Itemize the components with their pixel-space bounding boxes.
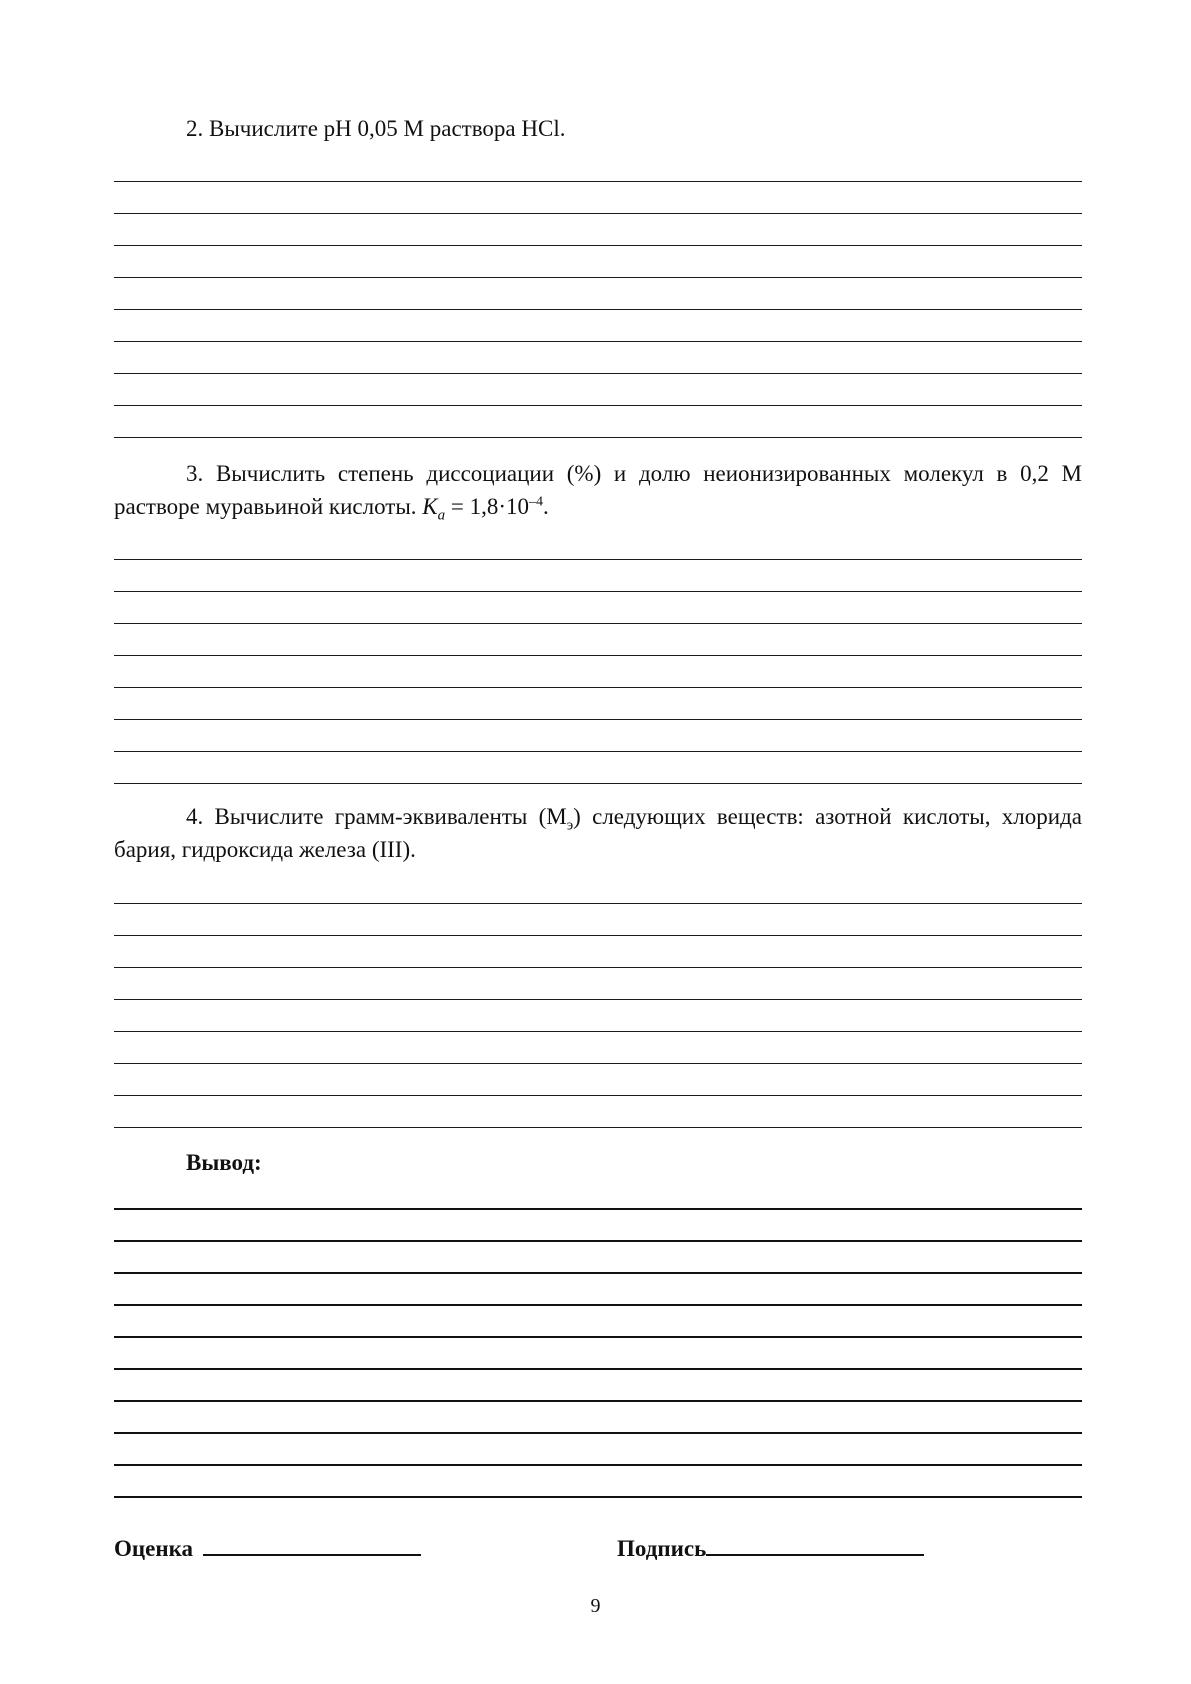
- answer-line[interactable]: [114, 903, 1082, 904]
- answer-line[interactable]: [114, 1063, 1082, 1064]
- answer-line[interactable]: [114, 213, 1082, 214]
- task-4-number: 4.: [186, 804, 204, 829]
- task-3-number: 3.: [186, 461, 204, 486]
- answer-line[interactable]: [114, 1400, 1082, 1402]
- page-number: 9: [590, 1595, 601, 1617]
- task-4: [114, 800, 1082, 866]
- answer-line[interactable]: [114, 719, 1082, 720]
- answer-line[interactable]: [114, 591, 1082, 592]
- ka-symbol: K: [422, 494, 438, 519]
- answer-line[interactable]: [114, 1095, 1082, 1096]
- answer-line[interactable]: [114, 1208, 1082, 1210]
- signature-blank[interactable]: [706, 1532, 924, 1556]
- answer-line[interactable]: [114, 1304, 1082, 1306]
- answer-line[interactable]: [114, 373, 1082, 374]
- answer-line[interactable]: [114, 181, 1082, 182]
- answer-line[interactable]: [114, 623, 1082, 624]
- grade-blank[interactable]: [203, 1532, 421, 1556]
- answer-line[interactable]: [114, 341, 1082, 342]
- answer-line[interactable]: [114, 1240, 1082, 1242]
- signature-field: [617, 1532, 924, 1564]
- answer-line[interactable]: [114, 437, 1082, 438]
- m-subscript: э: [566, 817, 574, 834]
- grade-label: Оценка: [114, 1536, 194, 1561]
- ka-value: = 1,8·10: [445, 494, 530, 519]
- answer-line[interactable]: [114, 1464, 1082, 1466]
- task-4-text-before: Вычислите грамм-эквиваленты (М: [214, 804, 567, 829]
- answer-line[interactable]: [114, 245, 1082, 246]
- answer-line[interactable]: [114, 1127, 1082, 1128]
- answer-line[interactable]: [114, 1368, 1082, 1370]
- conclusion-heading: Вывод:: [186, 1150, 262, 1175]
- answer-line[interactable]: [114, 967, 1082, 968]
- answer-line[interactable]: [114, 559, 1082, 560]
- answer-line[interactable]: [114, 277, 1082, 278]
- answer-line[interactable]: [114, 1336, 1082, 1338]
- answer-line[interactable]: [114, 999, 1082, 1000]
- answer-line[interactable]: [114, 783, 1082, 784]
- ka-exponent: –4: [529, 494, 544, 510]
- answer-line[interactable]: [114, 751, 1082, 752]
- task-2-number: 2.: [186, 116, 204, 141]
- answer-line[interactable]: [114, 1272, 1082, 1274]
- answer-line[interactable]: [114, 1031, 1082, 1032]
- answer-line[interactable]: [114, 687, 1082, 688]
- task-2: [186, 112, 565, 145]
- task-3-text: Вычислить степень диссоциации (%) и долю неионизированных молекул в 0,2 М растворе муравьиной кислоты.: [114, 461, 1083, 519]
- answer-line[interactable]: [114, 309, 1082, 310]
- ka-subscript: a: [437, 507, 446, 524]
- signature-label: Подпись: [617, 1536, 707, 1561]
- answer-line[interactable]: [114, 1496, 1082, 1498]
- task-2-text: Вычислите pH 0,05 М раствора HCl.: [209, 116, 566, 141]
- answer-line[interactable]: [114, 1432, 1082, 1434]
- grade-field: [114, 1532, 421, 1564]
- answer-line[interactable]: [114, 405, 1082, 406]
- answer-line[interactable]: [114, 655, 1082, 656]
- task-3-end: .: [543, 494, 549, 519]
- task-3: [114, 457, 1082, 523]
- task-4-text-after: ) следующих веществ: азотной кислоты, хлорида бария, гидроксида железа (III).: [114, 804, 1082, 862]
- answer-line[interactable]: [114, 935, 1082, 936]
